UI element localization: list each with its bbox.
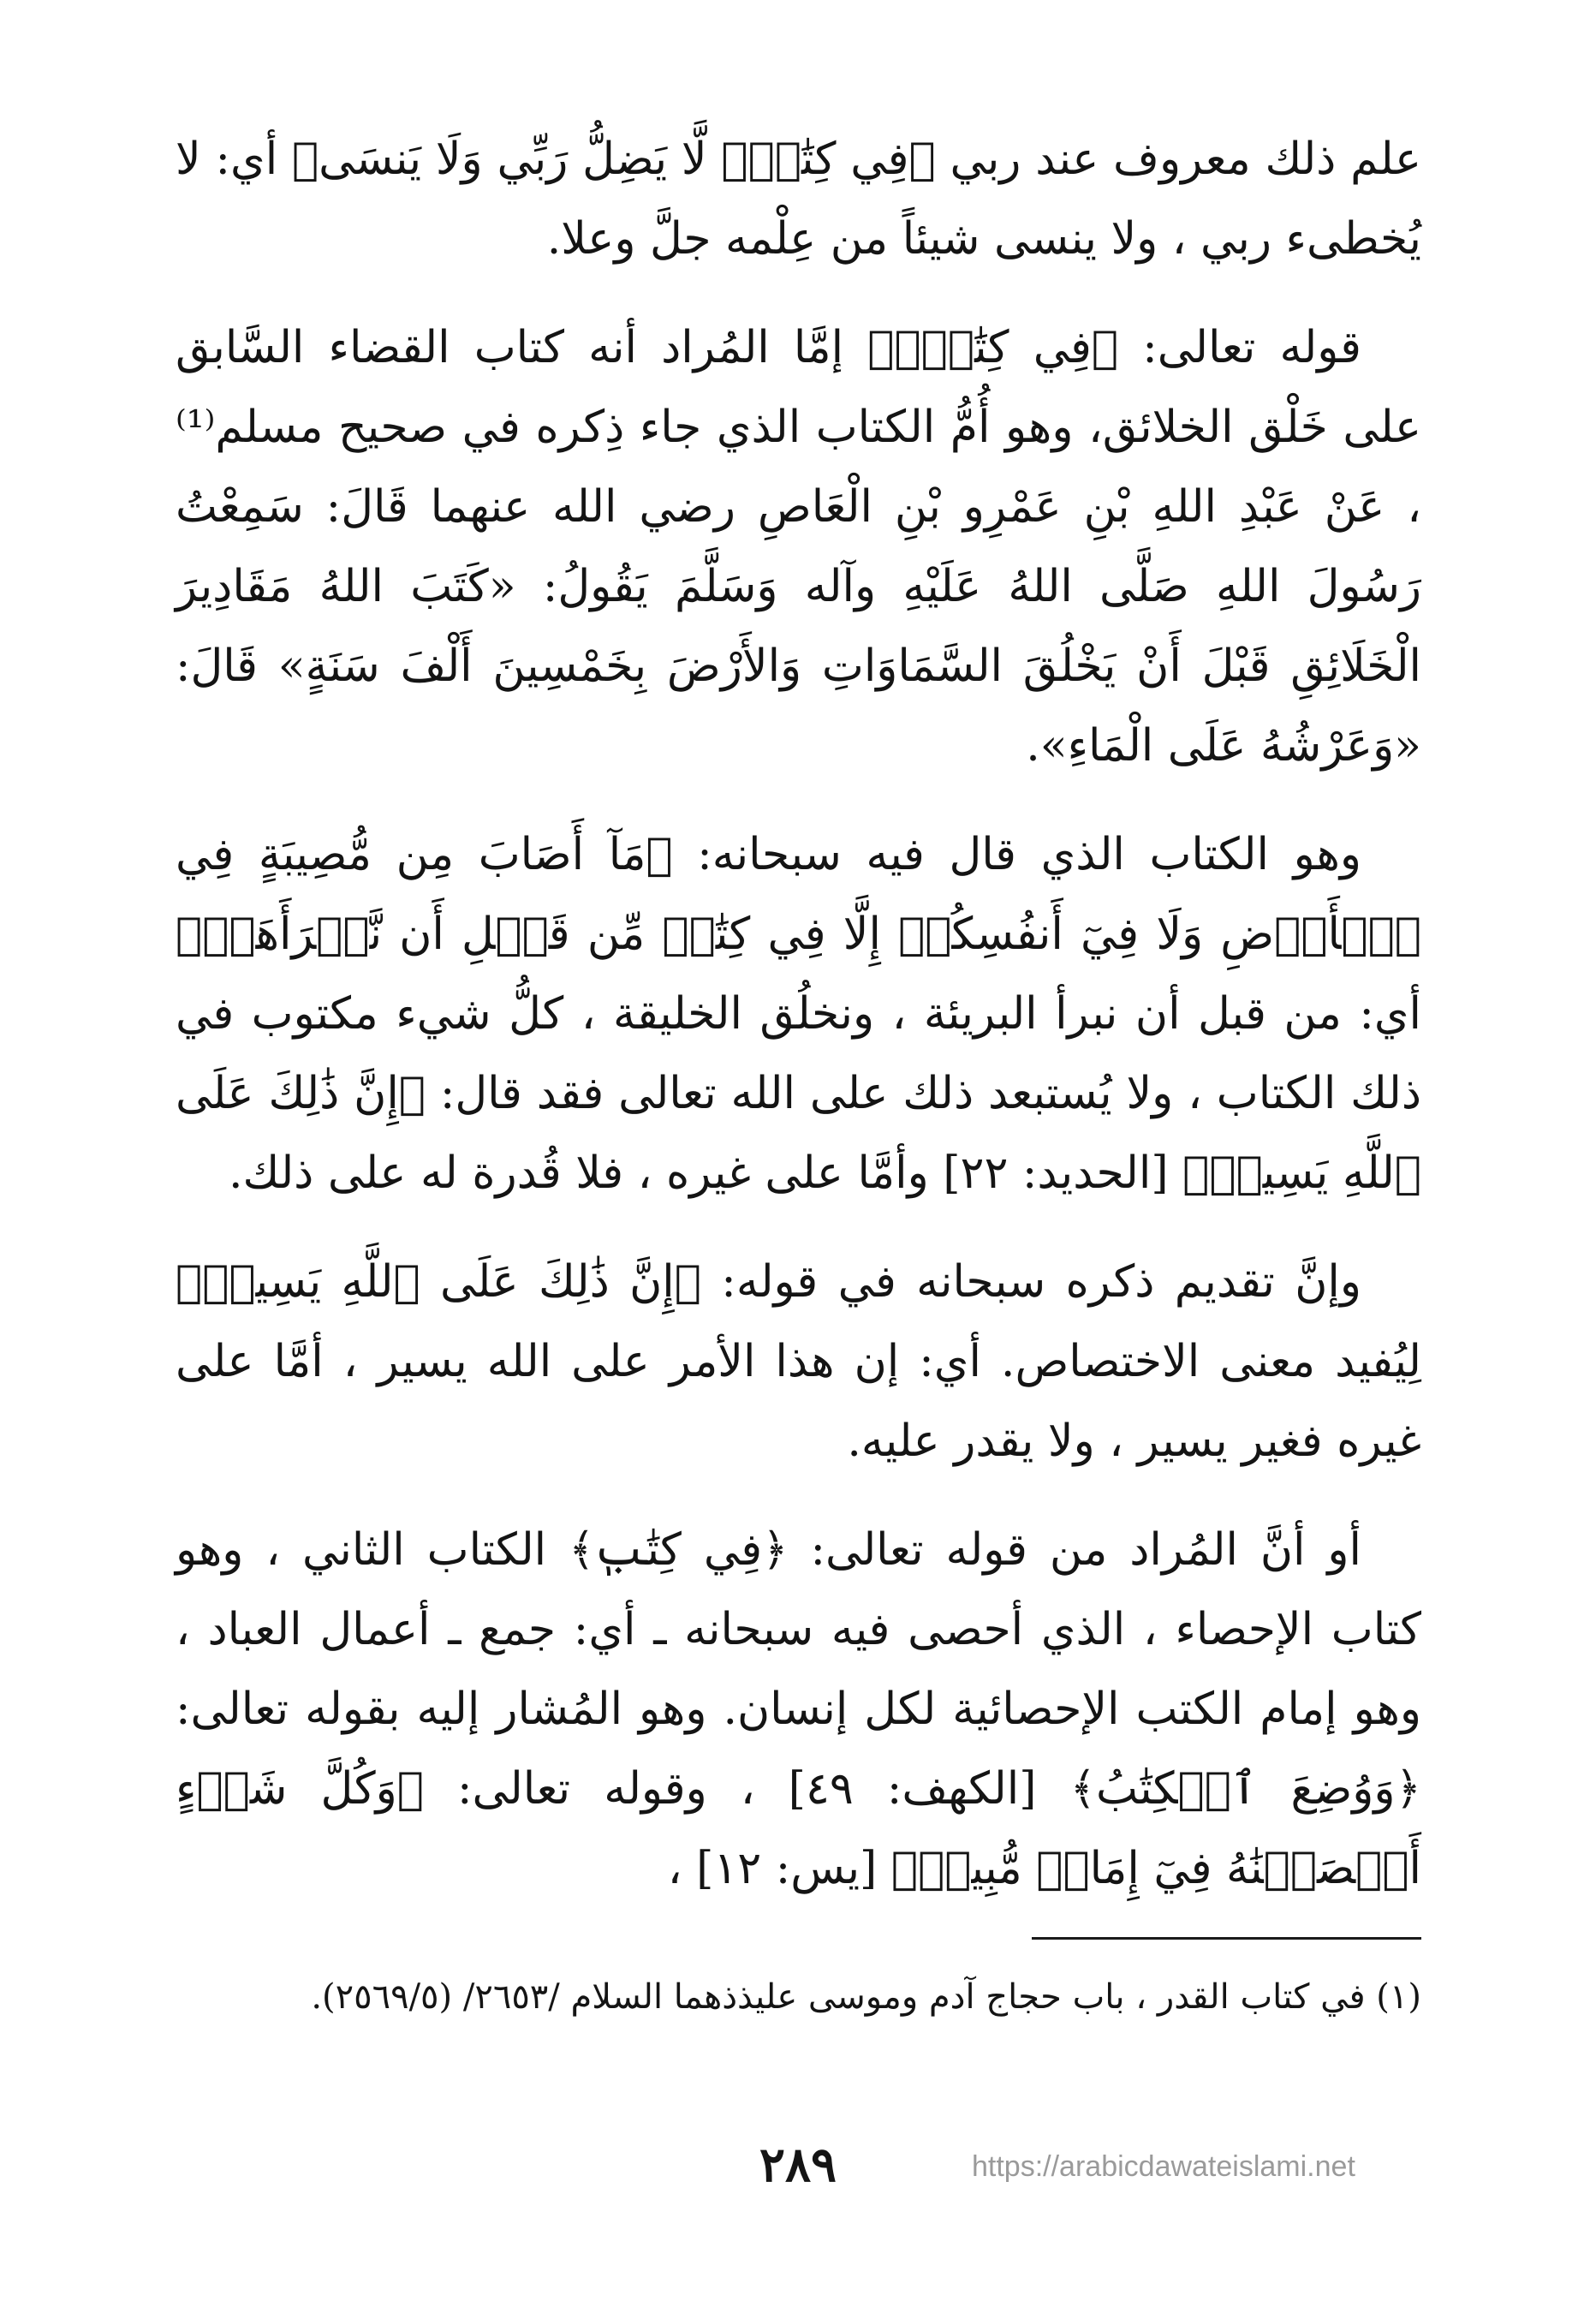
paragraph-4: وإنَّ تقديم ذكره سبحانه في قوله: ﴿إِنَّ ذَٰلِكَ عَلَى ٱللَّهِ يَسِيرٞ﴾ لِيُفيد معنى الاختصاص. أي: إن هذا الأمر على الله يسير ، أمَّا على غيره فغير يسير ، ولا يقدر عليه. bbox=[176, 1256, 1421, 1467]
paragraph-1: علم ذلك معروف عند ربي ﴿فِي كِتَٰبٍۖ لَّا يَضِلُّ رَبِّي وَلَا يَنسَى﴾ أي: لا يُخطىء ربي ، ولا ينسى شيئاً من عِلْمه جلَّ وعلا. bbox=[176, 134, 1422, 265]
footnote: (١) في كتاب القدر ، باب حجاج آدم وموسى عليذذهما السلام /٢٦٥٣/ (٢٥٦٩/٥). bbox=[311, 1977, 1421, 2017]
footnote-divider bbox=[1032, 1937, 1421, 1940]
paragraph-2: قوله تعالى: ﴿فِي كِتَٰبٍۖ﴾ إمَّا المُراد أنه كتاب القضاء السَّابق على خَلْق الخلائق، وهو أُمُّ الكتاب الذي جاء ذِكره في صحيح مسلم⁽¹⁾ ، عَنْ عَبْدِ اللهِ بْنِ عَمْرِو بْنِ الْعَاصِ رضي الله عنهما قَالَ: سَمِعْتُ رَسُولَ اللهِ صَلَّى اللهُ عَلَيْهِ وآله وَسَلَّمَ يَقُولُ: «كَتَبَ اللهُ مَقَادِيرَ الْخَلَائِقِ قَبْلَ أَنْ يَخْلُقَ السَّمَاوَاتِ وَالأَرْضَ بِخَمْسِينَ أَلْفَ سَنَةٍ» قَالَ: «وَعَرْشُهُ عَلَى الْمَاءِ». bbox=[176, 322, 1421, 772]
watermark-url: https://arabicdawateislami.net bbox=[972, 2150, 1355, 2183]
paragraph-5: أو أنَّ المُراد من قوله تعالى: ﴿فِي كِتَٰبٖ﴾ الكتاب الثاني ، وهو كتاب الإحصاء ، الذي أحصى فيه سبحانه ـ أي: جمع ـ أعمال العباد ، وهو إمام الكتب الإحصائية لكل إنسان. وهو المُشار إليه بقوله تعالى: ﴿وَوُضِعَ ٱلۡكِتَٰبُ﴾ [الكهف: ٤٩] ، وقوله تعالى: ﴿وَكُلَّ شَيۡءٍ أَحۡصَيۡنَٰهُ فِيٓ إِمَامٖ مُّبِينٖ﴾ [يس: ١٢] ، bbox=[176, 1524, 1422, 1894]
page-number: ٢٨٩ bbox=[759, 2137, 837, 2193]
paragraph-3: وهو الكتاب الذي قال فيه سبحانه: ﴿مَآ أَصَابَ مِن مُّصِيبَةٍ فِي ٱلۡأَرۡضِ وَلَا فِيٓ أَنفُسِكُمۡ إِلَّا فِي كِتَٰبٖ مِّن قَبۡلِ أَن نَّبۡرَأَهَآۚ﴾ أي: من قبل أن نبرأ البريئة ، ونخلُق الخليقة ، كلُّ شيء مكتوب في ذلك الكتاب ، ولا يُستبعد ذلك على الله تعالى فقد قال: ﴿إِنَّ ذَٰلِكَ عَلَى ٱللَّهِ يَسِيرٞ﴾ [الحديد: ٢٢] وأمَّا على غيره ، فلا قُدرة له على ذلك. bbox=[176, 829, 1422, 1199]
main-text bbox=[176, 120, 1421, 1938]
